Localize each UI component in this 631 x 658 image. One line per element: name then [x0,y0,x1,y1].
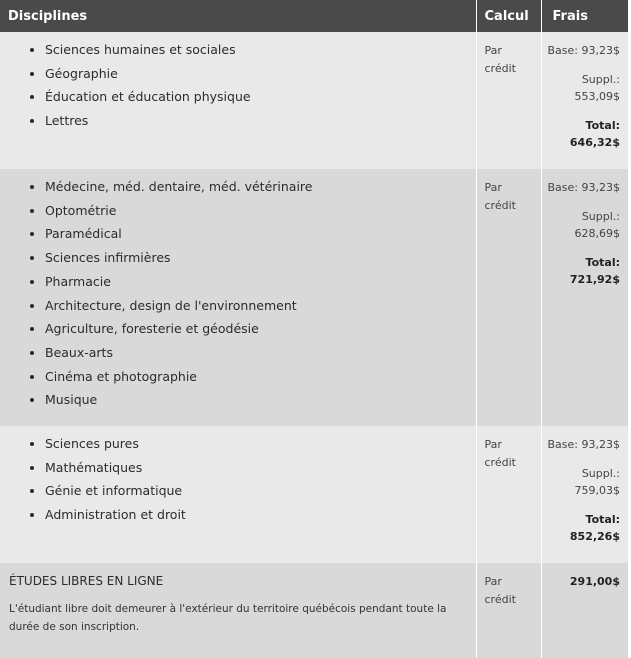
list-item: • Sciences pures [45,432,476,456]
fee-suppl-label: Suppl.: [581,73,620,86]
calcul-line-2: crédit [484,456,516,469]
fees-cell [541,426,628,563]
calcul-line-1: Par [484,44,502,57]
list-item: • Lettres [45,109,476,133]
table-row [0,426,628,563]
calcul-line-2: crédit [484,593,516,606]
discipline-list [0,175,476,412]
calcul-cell [476,169,541,426]
disciplines-cell [0,32,476,169]
list-item: • Médecine, méd. dentaire, méd. vétérinaire [45,175,476,199]
fee-total-value: 646,32$ [569,136,620,149]
free-studies-amount: 291,00$ [569,575,620,588]
discipline-list [0,38,476,133]
list-item: • Cinéma et photographie [45,365,476,389]
fees-cell [541,563,628,658]
fee-suppl-value: 628,69$ [574,227,620,240]
fee-base: Base: 93,23$ [547,438,620,451]
calcul-line-2: crédit [484,62,516,75]
calcul-cell [476,32,541,169]
list-item: • Optométrie [45,199,476,223]
calcul-line-1: Par [484,575,502,588]
calcul-line-2: crédit [484,199,516,212]
free-studies-note: L'étudiant libre doit demeurer à l'extérieur du territoire québécois pendant toute la durée de son inscription. [9,603,447,633]
fee-base: Base: 93,23$ [547,44,620,57]
fee-total-label: Total: [585,513,620,526]
calcul-line-1: Par [484,438,502,451]
fees-cell [541,169,628,426]
list-item: • Administration et droit [45,503,476,527]
list-item: • Sciences humaines et sociales [45,38,476,62]
list-item: • Architecture, design de l'environnement [45,294,476,318]
table-header-row [0,0,628,32]
list-item: • Pharmacie [45,270,476,294]
fee-total-label: Total: [585,119,620,132]
fee-total-value: 721,92$ [569,273,620,286]
free-studies-cell [0,563,476,658]
calcul-line-1: Par [484,181,502,194]
list-item: • Agriculture, foresterie et géodésie [45,317,476,341]
header-disciplines: Disciplines [0,0,476,32]
fee-suppl-value: 759,03$ [574,484,620,497]
header-frais: Frais [541,0,628,32]
fee-base: Base: 93,23$ [547,181,620,194]
fee-total-label: Total: [585,256,620,269]
disciplines-cell [0,169,476,426]
fee-suppl-label: Suppl.: [581,210,620,223]
fees-cell [541,32,628,169]
fee-suppl-value: 553,09$ [574,90,620,103]
calcul-cell [476,563,541,658]
list-item: • Paramédical [45,222,476,246]
discipline-list [0,432,476,527]
table-row [0,169,628,426]
list-item: • Éducation et éducation physique [45,85,476,109]
list-item: • Sciences infirmières [45,246,476,270]
free-studies-title: ÉTUDES LIBRES EN LIGNE [9,574,164,588]
fee-suppl-label: Suppl.: [581,467,620,480]
list-item: • Mathématiques [45,456,476,480]
list-item: • Beaux-arts [45,341,476,365]
table-row [0,32,628,169]
calcul-cell [476,426,541,563]
header-calcul: Calcul [476,0,541,32]
fee-total-value: 852,26$ [569,530,620,543]
disciplines-cell [0,426,476,563]
list-item: • Musique [45,388,476,412]
list-item: • Génie et informatique [45,479,476,503]
list-item: • Géographie [45,62,476,86]
table-row [0,563,628,658]
